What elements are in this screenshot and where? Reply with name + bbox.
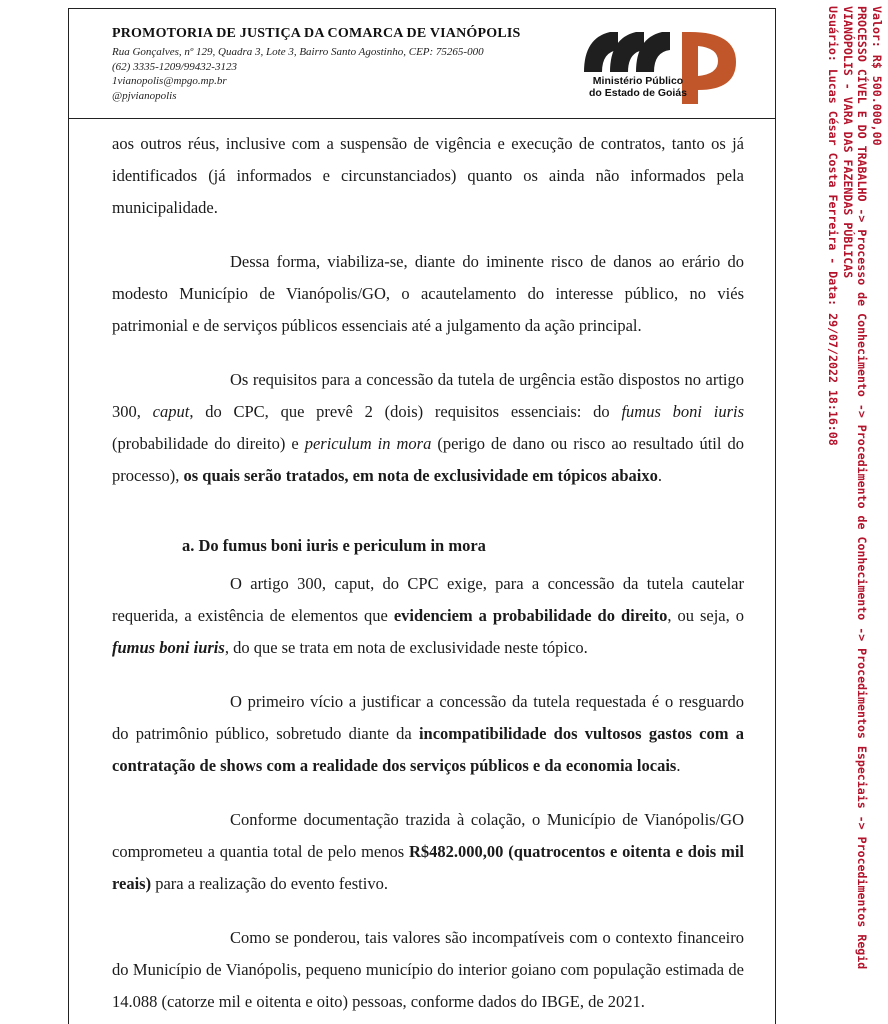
paragraph-3 xyxy=(112,364,744,492)
p4-fumus: fumus boni iuris xyxy=(112,638,225,657)
logo-caption xyxy=(588,75,688,99)
logo-caption-line1: Ministério Público xyxy=(592,75,684,87)
section-heading: a. Do fumus boni iuris e periculum in mora xyxy=(182,536,486,555)
paragraph-2: Dessa forma, viabiliza-se, diante do iminente risco de danos ao erário do modesto Município de Vianópolis/GO, o acautelamento do interesse público, no viés patrimonial e de serviços públicos essenciais até a julgamento da ação principal. xyxy=(112,252,744,335)
p3-text: (probabilidade do direito) e xyxy=(112,434,305,453)
document-body xyxy=(112,128,744,1018)
page-border-left xyxy=(68,8,69,1024)
stamp-user-line: Usuário: Lucas César Costa Ferreira - Data: 29/07/2022 18:16:08 xyxy=(826,6,841,446)
paragraph-5 xyxy=(112,686,744,782)
p6-amount: R$482.000,00 (quatrocentos e oitenta e dois mil reais) xyxy=(112,842,745,893)
address-line: Rua Gonçalves, nº 129, Quadra 3, Lote 3, Bairro Santo Agostinho, CEP: 75265-000 xyxy=(112,46,484,58)
p5-text: . xyxy=(676,756,681,775)
logo-accent-shape xyxy=(682,32,736,104)
p3-text: Os requisitos para a concessão da tutela de urgência estão dispostos no artigo 300, xyxy=(112,370,744,421)
p4-text: , do que se trata em nota de exclusividade neste tópico. xyxy=(224,638,588,657)
paragraph-7: Como se ponderou, tais valores são incompatíveis com o contexto financeiro do Município de Vianópolis, pequeno município do interior goiano com população estimada de 14.088 (catorze mil e oitenta e oito) pessoas, conforme dados do IBGE, de 2021. xyxy=(112,928,744,1011)
stamp-process-line: PROCESSO CÍVEL E DO TRABALHO -> Processo de Conhecimento -> Procedimento de Conhecimento -> Procedimentos Especiais -> Procedimentos Regid xyxy=(855,6,870,970)
email-line: 1vianopolis@mpgo.mp.br xyxy=(112,75,227,87)
p4-emphasis: evidenciem a probabilidade do direito xyxy=(393,606,668,625)
p4-text: , ou seja, o xyxy=(667,606,744,625)
p5-emphasis: incompatibilidade dos vultosos gastos com a contratação de shows com a realidade dos serviços públicos e da economia locais xyxy=(112,724,744,775)
p3-text: . xyxy=(657,466,662,485)
paragraph-6 xyxy=(112,804,744,900)
p3-text: , do CPC, que prevê 2 (dois) requisitos essenciais: do xyxy=(189,402,622,421)
p3-periculum: periculum in mora xyxy=(304,434,432,453)
p3-emphasis: os quais serão tratados, em nota de exclusividade em tópicos abaixo xyxy=(183,466,658,485)
p6-text: para a realização do evento festivo. xyxy=(151,874,388,893)
header-divider xyxy=(68,118,776,119)
p4-text: O artigo 300, caput, do CPC exige, para a concessão da tutela cautelar requerida, a existência de elementos que xyxy=(112,574,744,625)
logo-caption-line2: do Estado de Goiás xyxy=(588,87,688,99)
p3-fumus: fumus boni iuris xyxy=(621,402,744,421)
stamp-value-line: Valor: R$ 500.000,00 xyxy=(870,6,884,146)
page-border-right xyxy=(775,8,776,1024)
phone-line: (62) 3335-1209/99432-3123 xyxy=(112,60,237,73)
paragraph-4 xyxy=(112,568,744,664)
p3-caput: caput xyxy=(152,402,190,421)
p6-text: Conforme documentação trazida à colação, o Município de Vianópolis/GO comprometeu a quantia total de pelo menos xyxy=(112,810,744,861)
page-border-top xyxy=(68,8,776,9)
stamp-court-line: VIANÓPOLIS - VARA DAS FAZENDAS PÚBLICAS xyxy=(841,6,855,279)
paragraph-1: aos outros réus, inclusive com a suspensão de vigência e execução de contratos, tanto os já identificados (já informados e circunstanciados) quanto os ainda não informados pela municipalidade. xyxy=(112,134,744,217)
p5-text: O primeiro vício a justificar a concessão da tutela requestada é o resguardo do patrimônio público, sobretudo diante da xyxy=(112,692,744,743)
electronic-filing-stamp xyxy=(800,6,884,1024)
p3-text: (perigo de dano ou risco ao resultado útil do processo), xyxy=(112,434,744,485)
org-name: PROMOTORIA DE JUSTIÇA DA COMARCA DE VIANÓPOLIS xyxy=(112,26,521,41)
contact-block xyxy=(112,45,484,103)
social-handle: @pjvianopolis xyxy=(112,89,177,102)
